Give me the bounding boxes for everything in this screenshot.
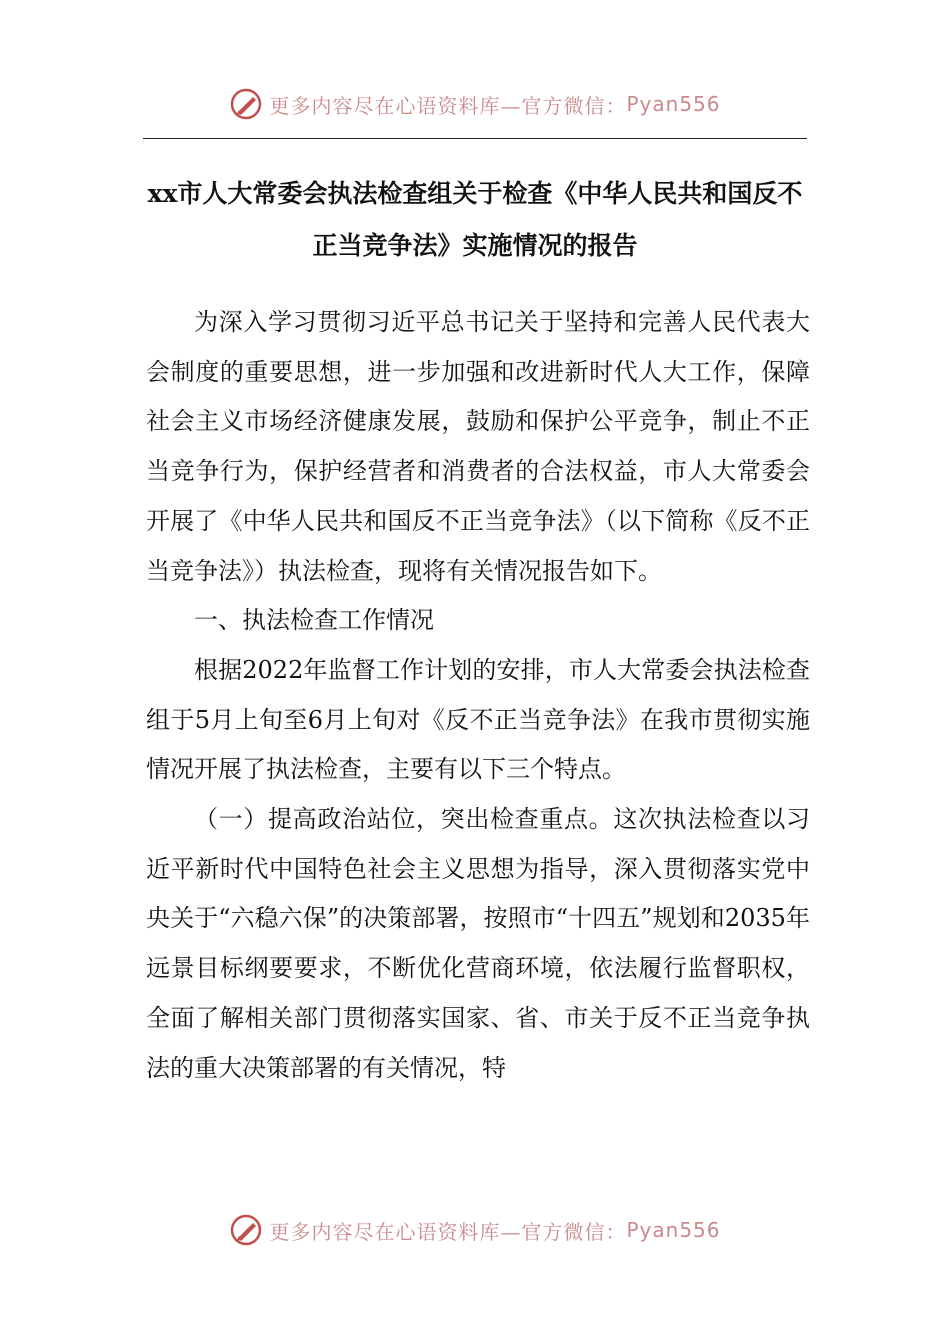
header-watermark bbox=[0, 82, 950, 126]
document-title: xx市人大常委会执法检查组关于检查《中华人民共和国反不正当竞争法》实施情况的报告 bbox=[147, 179, 803, 260]
header-rule bbox=[143, 138, 807, 139]
watermark-wechat-id: Pyan556 bbox=[626, 1218, 721, 1242]
paragraph-2: 根据2022年监督工作计划的安排，市人大常委会执法检查组于5月上旬至6月上旬对《反不正当竞争法》在我市贯彻实施情况开展了执法检查，主要有以下三个特点。 bbox=[146, 655, 810, 784]
watermark-text: 更多内容尽在心语资料库—官方微信： bbox=[269, 1219, 627, 1244]
document-body bbox=[146, 298, 810, 1093]
footer-watermark bbox=[0, 1208, 950, 1252]
pen-logo-icon bbox=[229, 87, 263, 121]
watermark-text: 更多内容尽在心语资料库—官方微信： bbox=[269, 93, 627, 118]
watermark-wechat-id: Pyan556 bbox=[626, 92, 721, 116]
intro-paragraph: 为深入学习贯彻习近平总书记关于坚持和完善人民代表大会制度的重要思想，进一步加强和改进新时代人大工作，保障社会主义市场经济健康发展，鼓励和保护公平竞争，制止不正当竞争行为，保护经营者和消费者的合法权益，市人大常委会开展了《中华人民共和国反不正当竞争法》（以下简称《反不正当竞争法》）执法检查，现将有关情况报告如下。 bbox=[146, 308, 810, 585]
section-heading-1: 一、执法检查工作情况 bbox=[194, 606, 434, 635]
pen-logo-icon bbox=[229, 1213, 263, 1247]
paragraph-3: （一）提高政治站位，突出检查重点。这次执法检查以习近平新时代中国特色社会主义思想为指导，深入贯彻落实党中央关于“六稳六保”的决策部署，按照市“十四五”规划和2035年远景目标纲要要求，不断优化营商环境，依法履行监督职权，全面了解相关部门贯彻落实国家、省、市关于反不正当竞争执法的重大决策部署的有关情况，特 bbox=[146, 805, 810, 1082]
